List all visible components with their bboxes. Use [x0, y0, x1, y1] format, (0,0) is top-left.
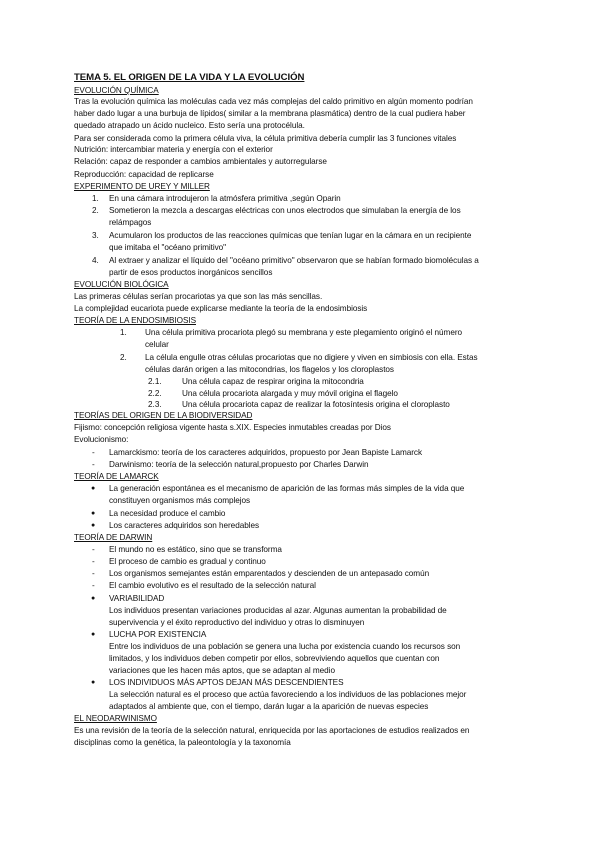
- section-heading-urey-miller: EXPERIMENTO DE UREY Y MILLER: [74, 182, 210, 191]
- section-heading-evolucion-biologica: EVOLUCIÓN BIOLÓGICA: [74, 280, 169, 289]
- section-heading-neodarwinismo: EL NEODARWINISMO: [74, 714, 157, 723]
- list-number: 1.: [120, 328, 127, 337]
- list-number: 1.: [92, 194, 99, 203]
- paragraph-line: Evolucionismo:: [74, 435, 129, 444]
- list-item-continuation: células darán origen a las mitocondrias, los flagelos y los cloroplastos: [145, 365, 394, 374]
- section-heading-evolucion-quimica: EVOLUCIÓN QUÍMICA: [74, 86, 159, 95]
- list-number: 2.: [120, 353, 127, 362]
- bullet-icon: ●: [91, 631, 96, 638]
- list-item: El cambio evolutivo es el resultado de la selección natural: [109, 581, 316, 590]
- list-item-body: La selección natural es el proceso que actúa favoreciendo a los individuos de las poblaciones mejor: [109, 690, 467, 699]
- list-item: Acumularon los productos de las reacciones químicas que tenían lugar en la cámara en un recipiente: [109, 231, 472, 240]
- list-item: La generación espontánea es el mecanismo de aparición de las formas más simples de la vida que: [109, 484, 465, 493]
- section-heading-darwin: TEORÍA DE DARWIN: [74, 533, 153, 542]
- sublist-item: Una célula procariota capaz de realizar la fotosíntesis origina el cloroplasto: [182, 400, 450, 409]
- list-number: 3.: [92, 231, 99, 240]
- bullet-icon: ●: [91, 679, 96, 686]
- list-item: LOS INDIVIDUOS MÁS APTOS DEJAN MÁS DESCENDIENTES: [109, 678, 344, 687]
- list-item: En una cámara introdujeron la atmósfera primitiva ,según Oparin: [109, 194, 341, 203]
- list-item-body: supervivencia y el éxito reproductivo del individuo y otras lo disminuyen: [109, 618, 365, 627]
- dash-marker: -: [92, 557, 95, 566]
- paragraph-line: Reproducción: capacidad de replicarse: [74, 170, 214, 179]
- list-item-continuation: que imitaba el "océano primitivo": [109, 243, 227, 252]
- list-item-body: limitados, y los individuos deben competir por ellos, sobreviviendo aquellos que cuentan con: [109, 654, 440, 663]
- paragraph-line: Fijismo: concepción religiosa vigente hasta s.XIX. Especies inmutables creadas por Dios: [74, 423, 391, 432]
- list-item: LUCHA POR EXISTENCIA: [109, 630, 207, 639]
- list-item-body: Entre los individuos de una población se genera una lucha por existencia cuando los recursos son: [109, 642, 461, 651]
- list-item-body: variaciones que les hacen más aptos, que se adaptan al medio: [109, 666, 335, 675]
- dash-marker: -: [92, 581, 95, 590]
- list-number: 4.: [92, 256, 99, 265]
- list-item: Al extraer y analizar el líquido del "océano primitivo" observaron que se habían formado biomoléculas a: [109, 256, 479, 265]
- list-item-continuation: celular: [145, 340, 169, 349]
- list-item: Una célula primitiva procariota plegó su membrana y este plegamiento originó el número: [145, 328, 463, 337]
- list-item-body: adaptados al ambiente que, con el tiempo, darán lugar a la aparición de nuevas especies: [109, 702, 429, 711]
- paragraph-line: Es una revisión de la teoría de la selección natural, enriquecida por las aportaciones de estudios realizados en: [74, 726, 470, 735]
- bullet-icon: ●: [91, 595, 96, 602]
- list-item-body: Los individuos presentan variaciones producidas al azar. Algunas aumentan la probabilidad de: [109, 606, 447, 615]
- paragraph-line: disciplinas como la genética, la paleontología y la taxonomía: [74, 738, 291, 747]
- bullet-icon: ●: [91, 485, 96, 492]
- dash-marker: -: [92, 448, 95, 457]
- list-item-continuation: partir de esos productos inorgánicos sencillos: [109, 268, 273, 277]
- sublist-number: 2.2.: [148, 389, 162, 398]
- paragraph-line: Tras la evolución química las moléculas cada vez más complejas del caldo primitivo en algún momento podrían: [74, 97, 473, 106]
- paragraph-line: Para ser considerada como la primera célula viva, la célula primitiva debería cumplir las 3 funciones vitales: [74, 134, 457, 143]
- paragraph-line: haber dado lugar a una burbuja de lípidos( similar a la membrana plasmática) dentro de la cual pudiera haber: [74, 109, 466, 118]
- section-heading-lamarck: TEORÍA DE LAMARCK: [74, 472, 159, 481]
- section-heading-biodiversidad: TEORÍAS DEL ORIGEN DE LA BIODIVERSIDAD: [74, 411, 253, 420]
- list-item: Darwinismo: teoría de la selección natural,propuesto por Charles Darwin: [109, 460, 369, 469]
- dash-marker: -: [92, 460, 95, 469]
- sublist-item: Una célula capaz de respirar origina la mitocondria: [182, 377, 364, 386]
- document-title: TEMA 5. EL ORIGEN DE LA VIDA Y LA EVOLUCIÓN: [74, 72, 305, 83]
- list-item: VARIABILIDAD: [109, 594, 165, 603]
- dash-marker: -: [92, 569, 95, 578]
- paragraph-line: Nutrición: intercambiar materia y energía con el exterior: [74, 145, 273, 154]
- list-item: Sometieron la mezcla a descargas eléctricas con unos electrodos que simulaban la energía de los: [109, 206, 461, 215]
- list-item: Los caracteres adquiridos son heredables: [109, 521, 260, 530]
- paragraph-line: Relación: capaz de responder a cambios ambientales y autorregularse: [74, 157, 327, 166]
- sublist-item: Una célula procariota alargada y muy móvil origina el flagelo: [182, 389, 398, 398]
- list-number: 2.: [92, 206, 99, 215]
- list-item: El mundo no es estático, sino que se transforma: [109, 545, 282, 554]
- sublist-number: 2.3.: [148, 400, 162, 409]
- list-item: El proceso de cambio es gradual y continuo: [109, 557, 266, 566]
- paragraph-line: La complejidad eucariota puede explicarse mediante la teoría de la endosimbiosis: [74, 304, 368, 313]
- list-item: Lamarckismo: teoría de los caracteres adquiridos, propuesto por Jean Bapiste Lamarck: [109, 448, 422, 457]
- list-item-continuation: constituyen organismos más complejos: [109, 496, 251, 505]
- section-heading-endosimbiosis: TEORÍA DE LA ENDOSIMBIOSIS: [74, 316, 196, 325]
- list-item: La necesidad produce el cambio: [109, 509, 226, 518]
- bullet-icon: ●: [91, 510, 96, 517]
- list-item: La célula engulle otras células procariotas que no digiere y viven en simbiosis con ella. Estas: [145, 353, 478, 362]
- bullet-icon: ●: [91, 522, 96, 529]
- dash-marker: -: [92, 545, 95, 554]
- list-item-continuation: relámpagos: [109, 218, 152, 227]
- sublist-number: 2.1.: [148, 377, 162, 386]
- list-item: Los organismos semejantes están emparentados y descienden de un antepasado común: [109, 569, 430, 578]
- paragraph-line: quedado atrapado un ácido nucleico. Esto sería una protocélula.: [74, 121, 305, 130]
- paragraph-line: Las primeras células serían procariotas ya que son las más sencillas.: [74, 292, 323, 301]
